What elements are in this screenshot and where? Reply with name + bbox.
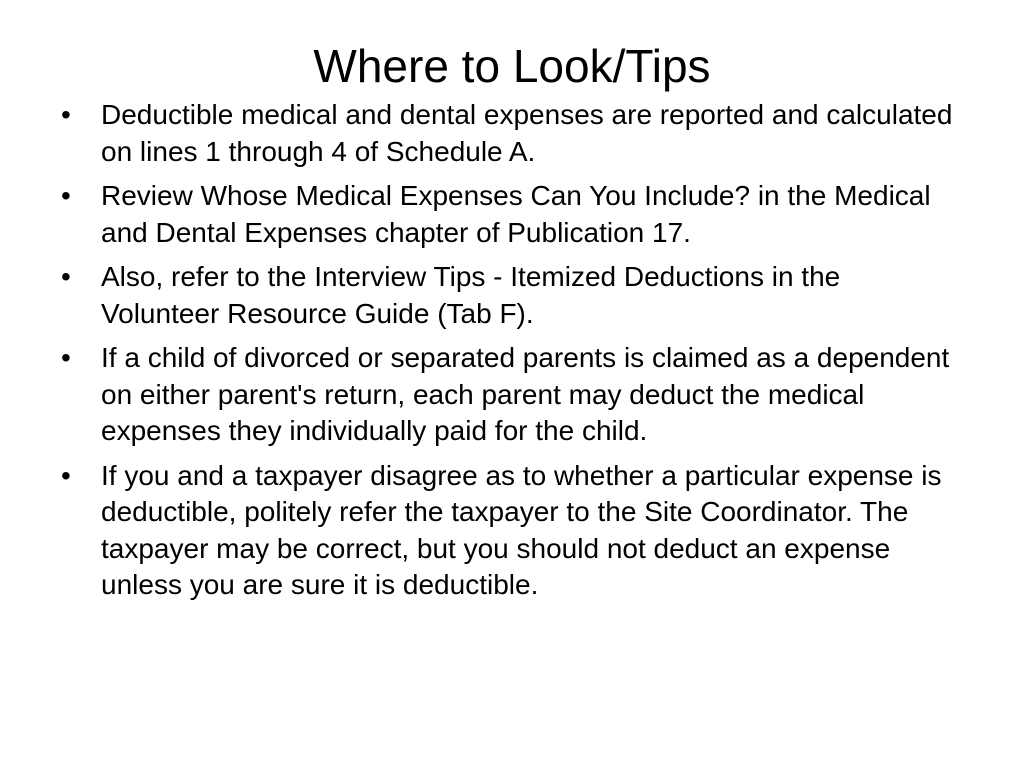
bullet-text: If you and a taxpayer disagree as to whether a particular expense is deductible, politely refer the taxpayer to the Site Coordinator. The taxpayer may be correct, but you should not deduct an expense unless you are sure it is deductible. [101, 459, 942, 600]
bullet-text: If a child of divorced or separated parents is claimed as a dependent on either parent's return, each parent may deduct the medical expenses they individually paid for the child. [101, 342, 950, 446]
bullet-item [56, 259, 966, 332]
bullet-item [56, 97, 966, 170]
slide-title: Where to Look/Tips [313, 40, 711, 92]
bullet-list [56, 97, 966, 612]
bullet-dot-icon: • [61, 342, 71, 373]
bullet-dot-icon: • [61, 180, 71, 211]
bullet-dot-icon: • [61, 261, 71, 292]
bullet-text: Also, refer to the Interview Tips - Itemized Deductions in the Volunteer Resource Guide (Tab F). [101, 261, 841, 329]
bullet-dot-icon: • [61, 99, 71, 130]
bullet-item [56, 178, 966, 251]
bullet-item [56, 340, 966, 450]
bullet-dot-icon: • [61, 459, 71, 491]
bullet-text: Review Whose Medical Expenses Can You Include? in the Medical and Dental Expenses chapter of Publication 17. [101, 180, 931, 248]
bullet-text: Deductible medical and dental expenses are reported and calculated on lines 1 through 4 of Schedule A. [101, 99, 953, 167]
bullet-item [56, 458, 966, 604]
